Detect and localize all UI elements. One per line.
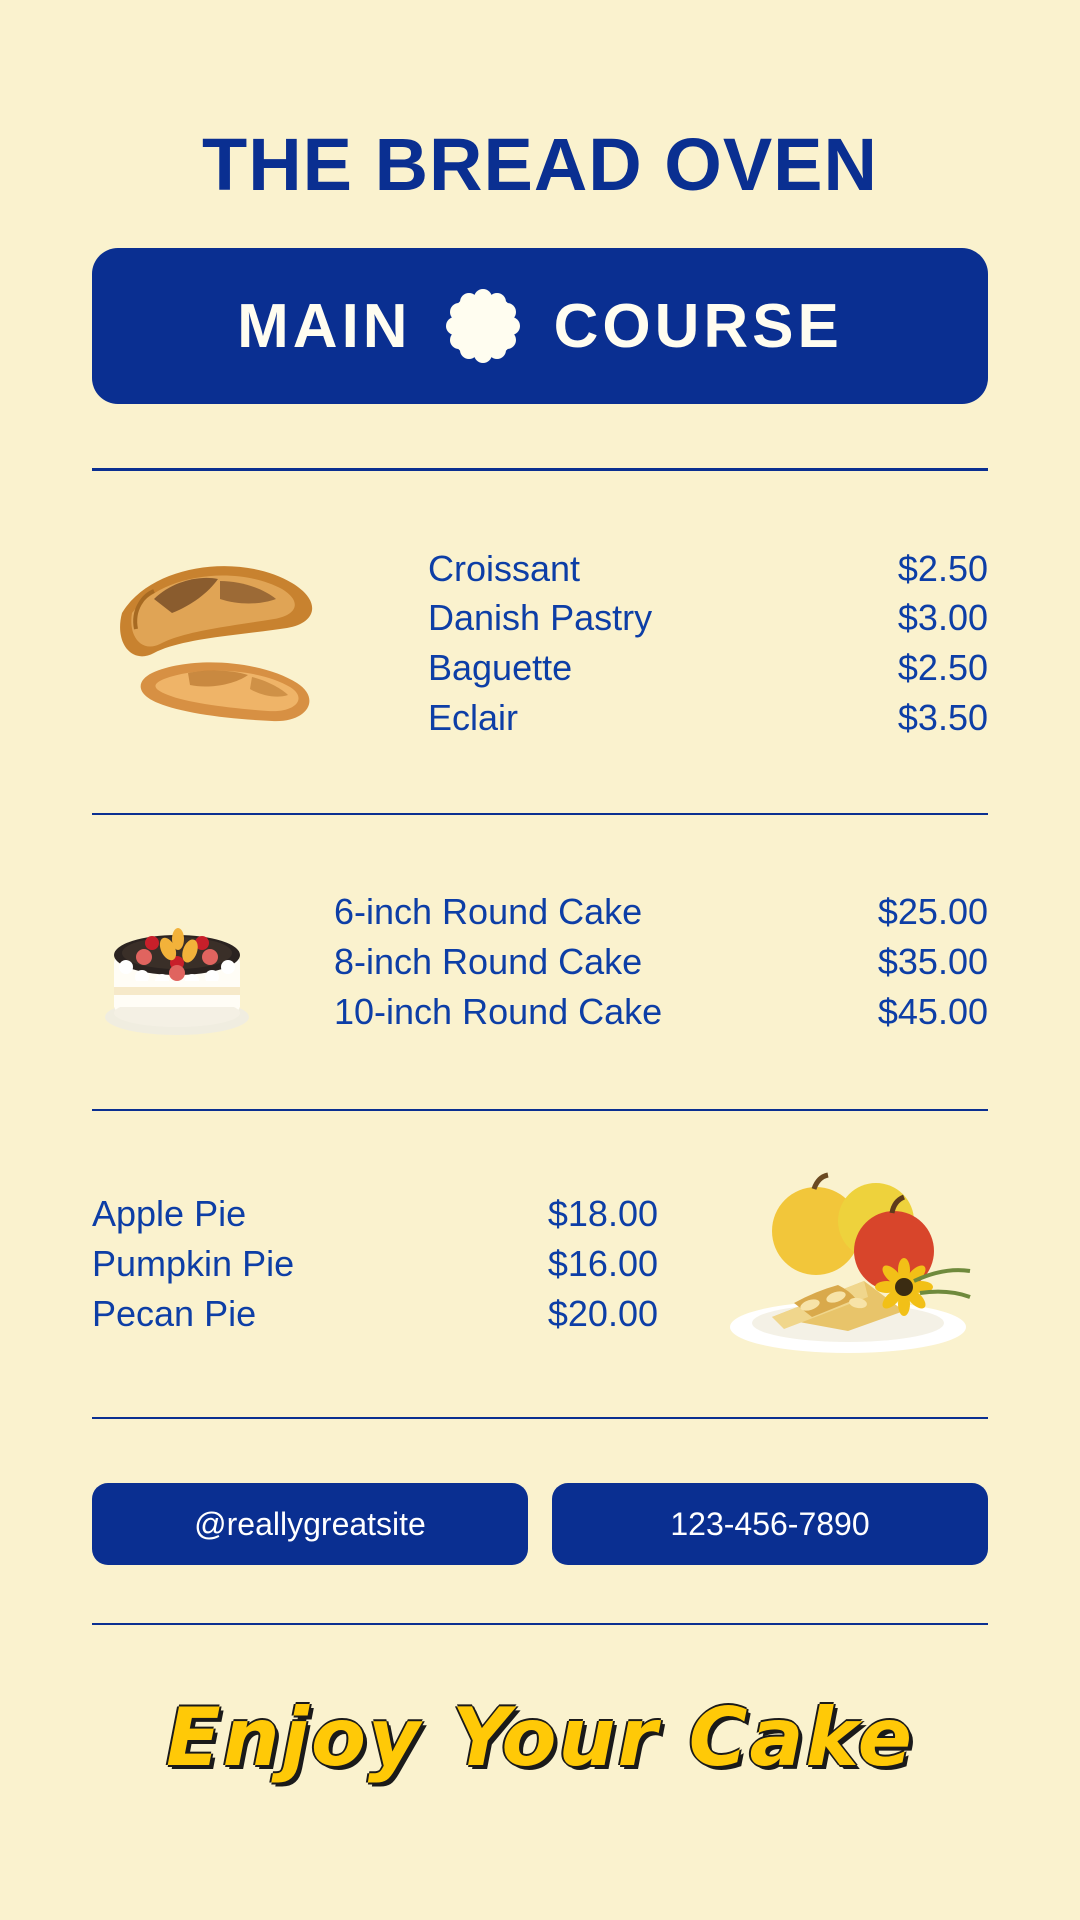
item-label: Apple Pie <box>92 1193 247 1235</box>
section-pies <box>0 1169 1080 1359</box>
item-price: $45.00 <box>877 990 988 1032</box>
list-item <box>334 987 988 1037</box>
course-banner <box>92 248 988 404</box>
item-price: $3.50 <box>897 696 988 738</box>
course-banner-left-word: MAIN <box>237 291 412 361</box>
item-price: $20.00 <box>547 1292 658 1334</box>
item-price: $18.00 <box>547 1193 658 1235</box>
item-label: Croissant <box>428 547 581 589</box>
course-banner-right-word: COURSE <box>553 291 843 361</box>
list-item <box>428 593 988 643</box>
list-item <box>92 1239 658 1289</box>
item-label: Danish Pastry <box>428 597 653 639</box>
pie-item-list <box>92 1189 658 1338</box>
list-item <box>428 693 988 743</box>
list-item <box>92 1189 658 1239</box>
item-price: $16.00 <box>547 1243 658 1285</box>
cake-item-list <box>334 887 988 1036</box>
list-item <box>334 887 988 937</box>
contact-bar <box>0 1483 1080 1565</box>
phone-number-button[interactable]: 123-456-7890 <box>552 1483 988 1565</box>
list-item <box>334 937 988 987</box>
item-price: $3.00 <box>897 597 988 639</box>
item-label: Pecan Pie <box>92 1292 257 1334</box>
apple-pie-photo <box>698 1169 988 1359</box>
section-pastries <box>0 543 1080 743</box>
flower-badge-icon <box>446 289 520 363</box>
list-item <box>428 643 988 693</box>
item-price: $2.50 <box>897 547 988 589</box>
round-cake-photo <box>92 877 262 1047</box>
divider-pastries-cakes <box>92 813 988 815</box>
divider-pies-contact <box>92 1417 988 1419</box>
item-price: $35.00 <box>877 941 988 983</box>
divider-top <box>92 468 988 471</box>
item-label: 6-inch Round Cake <box>334 891 643 933</box>
pastry-item-list <box>428 544 988 743</box>
croissant-photo <box>92 543 342 743</box>
website-handle-button[interactable]: @reallygreatsite <box>92 1483 528 1565</box>
divider-cakes-pies <box>92 1109 988 1111</box>
page-title: THE BREAD OVEN <box>202 123 878 206</box>
divider-footer <box>92 1623 988 1625</box>
section-cakes <box>0 877 1080 1047</box>
item-label: 8-inch Round Cake <box>334 941 643 983</box>
item-price: $25.00 <box>877 891 988 933</box>
list-item <box>92 1289 658 1339</box>
list-item <box>428 544 988 594</box>
item-label: Pumpkin Pie <box>92 1243 295 1285</box>
item-label: Eclair <box>428 696 519 738</box>
item-price: $2.50 <box>897 647 988 688</box>
item-label: Baguette <box>428 647 573 688</box>
footer-tagline: Enjoy Your Cake <box>165 1691 915 1784</box>
item-label: 10-inch Round Cake <box>334 990 663 1032</box>
